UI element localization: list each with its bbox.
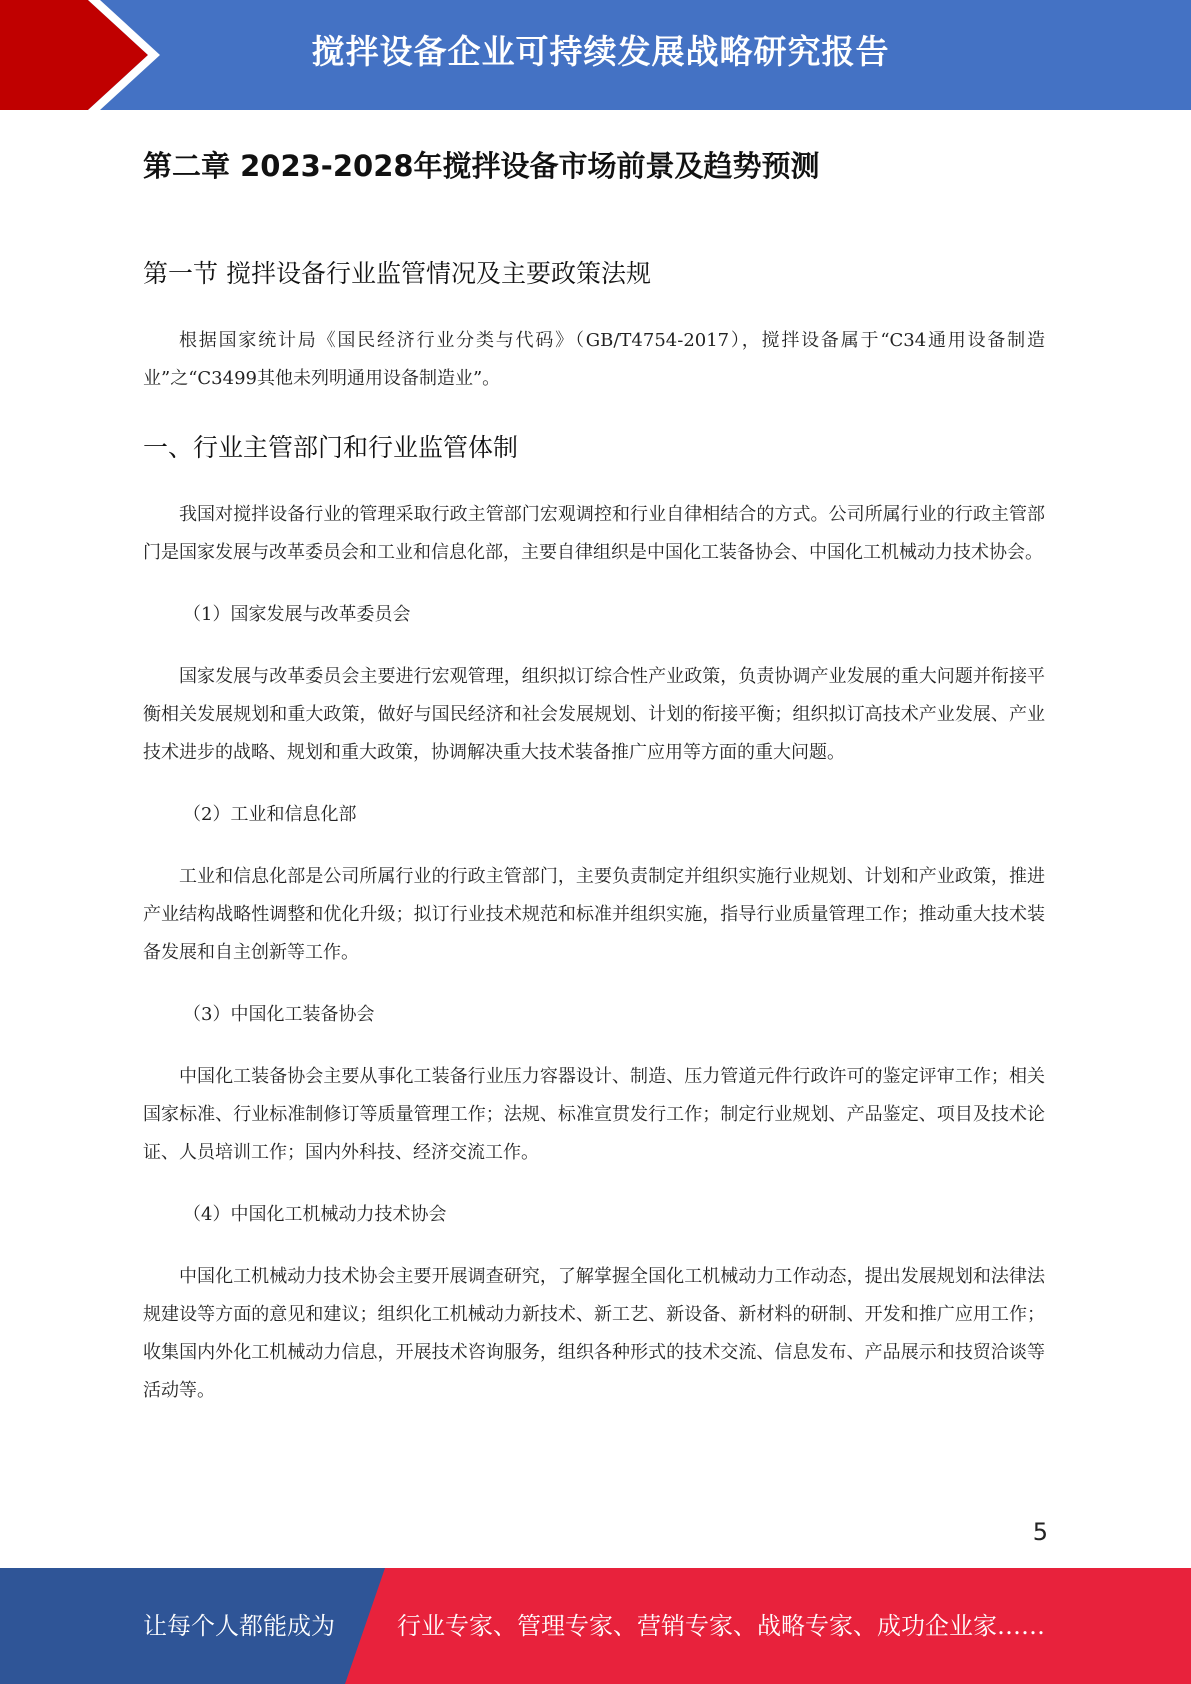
page-footer-band [0,1568,1191,1684]
item-body-machinery-power-association: 中国化工机械动力技术协会主要开展调查研究，了解掌握全国化工机械动力工作动态，提出发展规划和法律法规建设等方面的意见和建议；组织化工机械动力新技术、新工艺、新设备、新材料的研制、开发和推广应用工作；收集国内外化工机械动力信息，开展技术咨询服务，组织各种形式的技术交流、信息发布、产品展示和技贸洽谈等活动等。 [143,1266,1045,1401]
header-chevron-decoration [0,0,160,110]
item-heading-machinery-power-association: （4）中国化工机械动力技术协会 [183,1204,447,1225]
footer-slogan-right: 行业专家、管理专家、营销专家、战略专家、成功企业家…… [397,1612,1045,1640]
item-heading-chemical-equipment-association: （3）中国化工装备协会 [183,1004,375,1025]
page-number: 5 [1032,1518,1048,1546]
section-title: 第一节 搅拌设备行业监管情况及主要政策法规 [143,259,651,288]
item-body-miit: 工业和信息化部是公司所属行业的行政主管部门，主要负责制定并组织实施行业规划、计划和产业政策，推进产业结构战略性调整和优化升级；拟订行业技术规范和标准并组织实施，指导行业质量管理工作；推动重大技术装备发展和自主创新等工作。 [143,866,1045,963]
footer-slogan-left: 让每个人都能成为 [143,1612,335,1640]
item-heading-ndrc: （1）国家发展与改革委员会 [183,604,411,625]
chapter-title: 第二章 2023-2028年搅拌设备市场前景及趋势预测 [143,149,820,183]
report-title: 搅拌设备企业可持续发展战略研究报告 [311,32,890,71]
subsection-title: 一、行业主管部门和行业监管体制 [143,433,519,462]
document-body [143,130,1045,1410]
subsection-intro-paragraph: 我国对搅拌设备行业的管理采取行政主管部门宏观调控和行业自律相结合的方式。公司所属行业的行政主管部门是国家发展与改革委员会和工业和信息化部，主要自律组织是中国化工装备协会、中国化工机械动力技术协会。 [143,504,1045,563]
page-header-band [0,0,1191,110]
item-heading-miit: （2）工业和信息化部 [183,804,357,825]
section-intro-paragraph: 根据国家统计局《国民经济行业分类与代码》（GB/T4754-2017），搅拌设备属于“C34通用设备制造业”之“C3499其他未列明通用设备制造业”。 [143,330,1045,389]
item-body-chemical-equipment-association: 中国化工装备协会主要从事化工装备行业压力容器设计、制造、压力管道元件行政许可的鉴定评审工作；相关国家标准、行业标准制修订等质量管理工作；法规、标准宣贯发行工作；制定行业规划、产品鉴定、项目及技术论证、人员培训工作；国内外科技、经济交流工作。 [143,1066,1045,1163]
item-body-ndrc: 国家发展与改革委员会主要进行宏观管理，组织拟订综合性产业政策，负责协调产业发展的重大问题并衔接平衡相关发展规划和重大政策，做好与国民经济和社会发展规划、计划的衔接平衡；组织拟订高技术产业发展、产业技术进步的战略、规划和重大政策，协调解决重大技术装备推广应用等方面的重大问题。 [143,666,1045,763]
